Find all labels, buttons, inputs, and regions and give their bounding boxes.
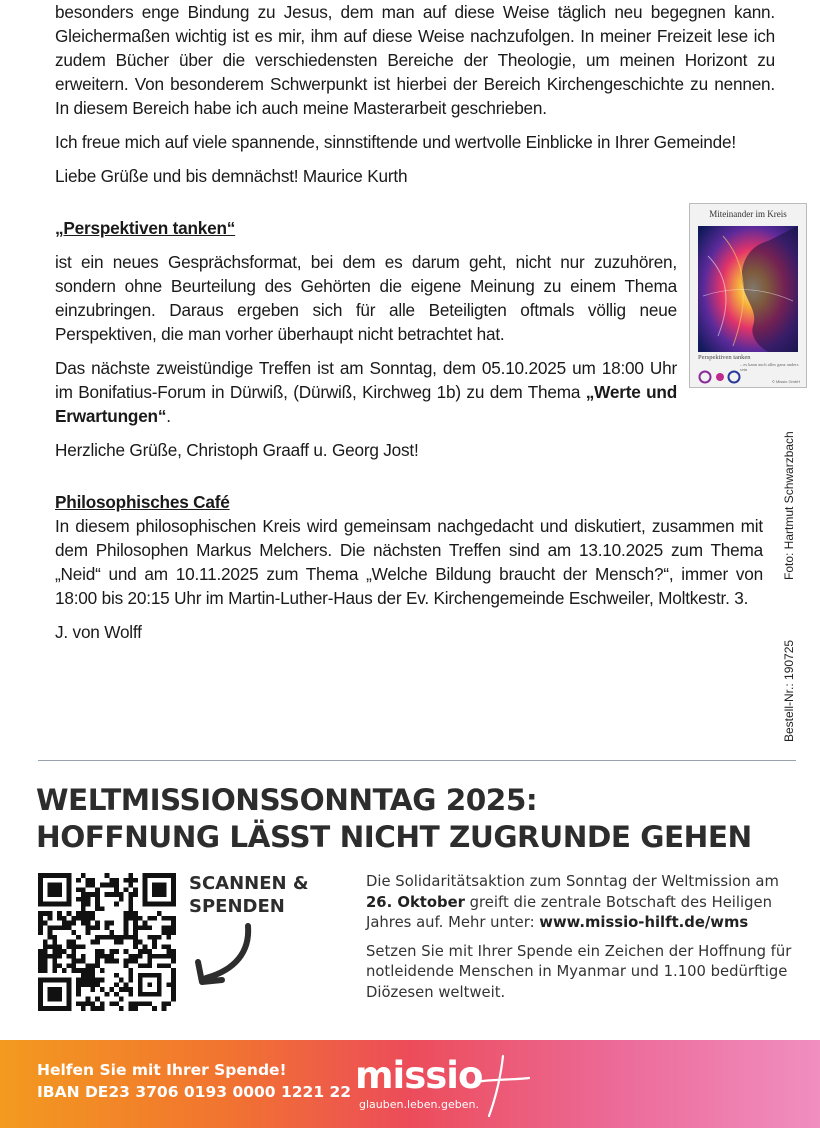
wms-info [366,872,806,1011]
cover-title: Miteinander im Kreis [709,209,787,219]
cover-subtitle: Perspektiven tanken [698,354,751,361]
perspektiven-signature: Herzliche Grüße, Christoph Graaff u. Georg Jost! [55,440,419,460]
wms-info-paragraph-2: Setzen Sie mit Ihrer Spende ein Zeichen der Hoffnung für notleidende Menschen in Myanmar und 1.100 bedürftige Diözesen weltweit. [366,942,792,1001]
scan-line-2: SPENDEN [189,896,285,917]
banner-line-1: Helfen Sie mit Ihrer Spende! [37,1061,287,1079]
cafe-paragraph: In diesem philosophischen Kreis wird gemeinsam nachgedacht und diskutiert, zusammen mit dem Philosophen Markus Melchers. Die nächsten Treffen sind am 13.10.2025 zum Thema „Neid“ und am 10.11.2025 zum Thema „Welche Bildung braucht der Mensch?“, immer von 18:00 bis 20:15 Uhr im Martin-Luther-Haus der Ev. Kirchengemeinde Eschweiler, Moltkestr. 3. [55,516,763,608]
wms-title-line-1: WELTMISSIONSSONNTAG 2025: [36,783,538,817]
iban: IBAN DE23 3706 0193 0000 1221 22 [37,1083,352,1101]
wms-date: 26. Oktober [366,893,465,911]
section-cafe [55,490,763,654]
cover-copyright: © Missio GmbH [771,379,800,384]
banner-text [37,1059,351,1103]
perspektiven-p2-end: . [166,406,171,426]
cover-circles-logo [698,370,746,384]
book-cover [689,203,807,388]
missio-tagline: glauben.leben.geben. [359,1098,479,1111]
qr-code[interactable] [38,873,176,1011]
wms-info-text-a: Die Solidaritätsaktion zum Sonntag der Weltmission am [366,873,779,890]
intro-paragraph-1: besonders enge Bindung zu Jesus, dem man auf diese Weise täglich neu begegnen kann. Gleichermaßen wichtig ist es mir, ihm auf diese Weise nachzufolgen. In meiner Freizeit lese ich zudem Bücher über die verschiedensten Bereiche der Theologie, um meinen Horizont zu erweitern. Von besonderem Schwerpunkt ist hierbei der Bereich Kirchengeschichte zu nennen. In diesem Bereich habe ich auch meine Masterarbeit geschrieben. [55,2,775,118]
donation-banner [0,1040,820,1128]
perspektiven-heading: „Perspektiven tanken“ [55,218,236,238]
scan-line-1: SCANNEN & [189,873,309,894]
intro-paragraph-2: Ich freue mich auf viele spannende, sinnstiftende und wertvolle Einblicke in Ihrer Gemeinde! [55,132,736,152]
wms-title-line-2: HOFFNUNG LÄSST NICHT ZUGRUNDE GEHEN [36,820,752,854]
divider [38,760,796,761]
arrow-down-left-icon [190,922,260,990]
perspektiven-topic: „Werte und Erwartungen“ [55,382,677,426]
order-number: Bestell-Nr.: 190725 [782,639,796,742]
perspektiven-p2-text: Das nächste zweistündige Treffen ist am Sonntag, dem 05.10.2025 um 18:00 Uhr im Bonifatius-Forum in Dürwiß, (Dürwiß, Kirchweg 1b) zu dem Thema [55,358,677,402]
cafe-heading: Philosophisches Café [55,492,230,512]
section-perspektiven [55,216,775,472]
perspektiven-paragraph-1: ist ein neues Gesprächsformat, bei dem es darum geht, nicht nur zuzuhören, sondern ohne Beurteilung des Gehörten die eigene Meinung zu einem Thema einzubringen. Daraus ergeben sich für alle Beteiligten oftmals völlig neue Perspektiven, die man vorher überhaupt nicht betrachtet hat. [55,252,677,344]
cafe-signature: J. von Wolff [55,622,142,642]
article [55,0,775,198]
missio-wordmark: missio [355,1054,483,1097]
wms-info-text-b: greift die zentrale Botschaft des Heiligen Jahres auf. Mehr unter: [366,893,773,931]
perspektiven-paragraph-2 [55,356,677,428]
wms-title [36,782,752,856]
wms-url-link[interactable]: www.missio-hilft.de/wms [539,914,749,931]
photo-credit: Foto: Hartmut Schwarzbach [782,431,796,580]
intro-signature: Liebe Grüße und bis demnächst! Maurice Kurth [55,166,408,186]
wms-info-paragraph-1 [366,872,806,934]
cover-art-image [698,226,798,352]
missio-logo [355,1050,535,1122]
cover-tagline: – es kann auch alles ganz anders sein [740,362,799,372]
scan-label [189,872,309,918]
